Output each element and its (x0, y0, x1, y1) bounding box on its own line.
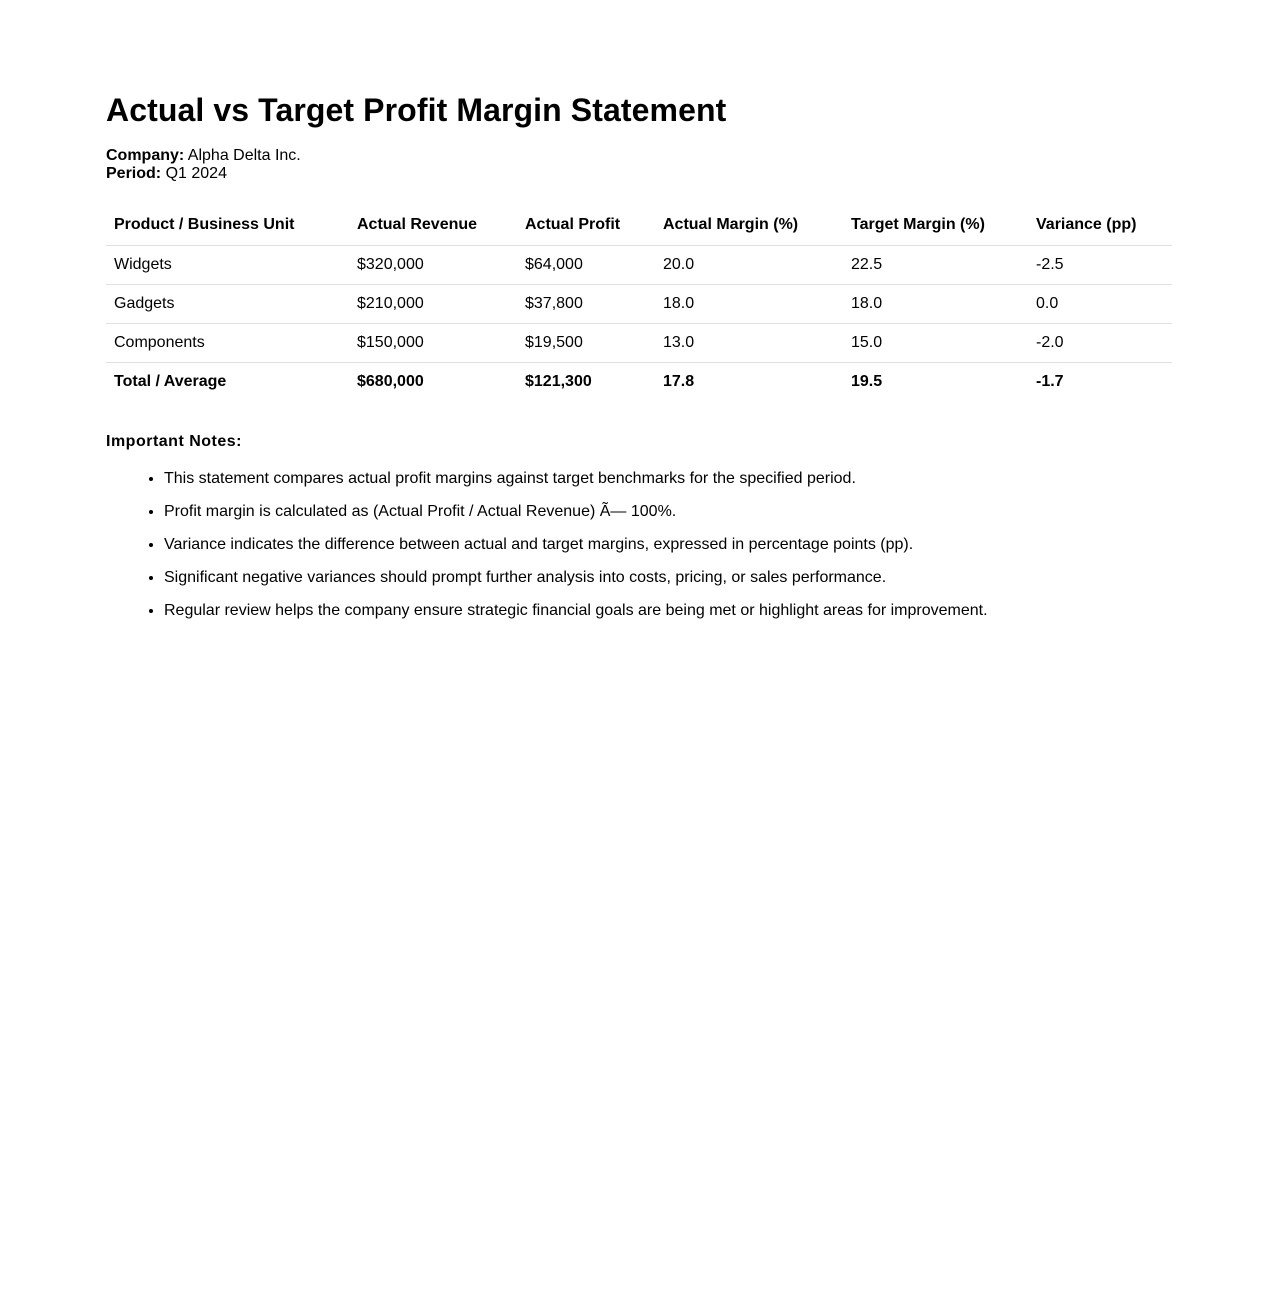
cell-actual-margin: 13.0 (655, 324, 843, 363)
cell-variance: 0.0 (1028, 285, 1172, 324)
cell-actual-revenue: $210,000 (349, 285, 517, 324)
cell-product: Widgets (106, 246, 349, 285)
header-actual-margin: Actual Margin (%) (655, 205, 843, 246)
company-label: Company: (106, 147, 185, 164)
period-value: Q1 2024 (165, 165, 227, 182)
total-variance: -1.7 (1036, 373, 1064, 390)
header-variance: Variance (pp) (1028, 205, 1172, 246)
cell-target-margin: 22.5 (843, 246, 1028, 285)
notes-list (106, 469, 1172, 620)
cell-actual-margin: 20.0 (655, 246, 843, 285)
margin-table (106, 205, 1172, 401)
table-total-row (106, 363, 1172, 402)
note-item: • Significant negative variances should prompt further analysis into costs, pricing, or sales performance. (164, 568, 1172, 587)
total-actual-margin: 17.8 (663, 373, 695, 390)
table-row (106, 285, 1172, 324)
cell-actual-profit: $64,000 (517, 246, 655, 285)
company-line (106, 147, 1172, 165)
note-item: • Profit margin is calculated as (Actual Profit / Actual Revenue) Ã— 100%. (164, 502, 1172, 521)
note-item: • Regular review helps the company ensure strategic financial goals are being met or highlight areas for improvement. (164, 601, 1172, 620)
table-row (106, 246, 1172, 285)
table-header-row (106, 205, 1172, 246)
total-target-margin: 19.5 (851, 373, 883, 390)
cell-actual-margin: 18.0 (655, 285, 843, 324)
cell-actual-profit: $19,500 (517, 324, 655, 363)
total-actual-profit: $121,300 (525, 373, 592, 390)
cell-actual-revenue: $150,000 (349, 324, 517, 363)
period-line (106, 165, 1172, 183)
header-actual-profit: Actual Profit (517, 205, 655, 246)
cell-target-margin: 18.0 (843, 285, 1028, 324)
header-target-margin: Target Margin (%) (843, 205, 1028, 246)
table-row (106, 324, 1172, 363)
cell-actual-profit: $37,800 (517, 285, 655, 324)
note-item: • This statement compares actual profit margins against target benchmarks for the specified period. (164, 469, 1172, 488)
page-title: Actual vs Target Profit Margin Statement (106, 92, 727, 128)
cell-variance: -2.0 (1028, 324, 1172, 363)
header-product: Product / Business Unit (106, 205, 349, 246)
header-actual-revenue: Actual Revenue (349, 205, 517, 246)
cell-target-margin: 15.0 (843, 324, 1028, 363)
cell-actual-revenue: $320,000 (349, 246, 517, 285)
total-label: Total / Average (114, 373, 227, 390)
cell-variance: -2.5 (1028, 246, 1172, 285)
total-actual-revenue: $680,000 (357, 373, 424, 390)
cell-product: Components (106, 324, 349, 363)
company-value: Alpha Delta Inc. (187, 147, 301, 164)
statement-page (0, 0, 1172, 620)
cell-product: Gadgets (106, 285, 349, 324)
period-label: Period: (106, 165, 162, 182)
statement-meta (106, 147, 1172, 183)
note-item: • Variance indicates the difference between actual and target margins, expressed in percentage points (pp). (164, 535, 1172, 554)
notes-title: Important Notes: (106, 433, 242, 450)
